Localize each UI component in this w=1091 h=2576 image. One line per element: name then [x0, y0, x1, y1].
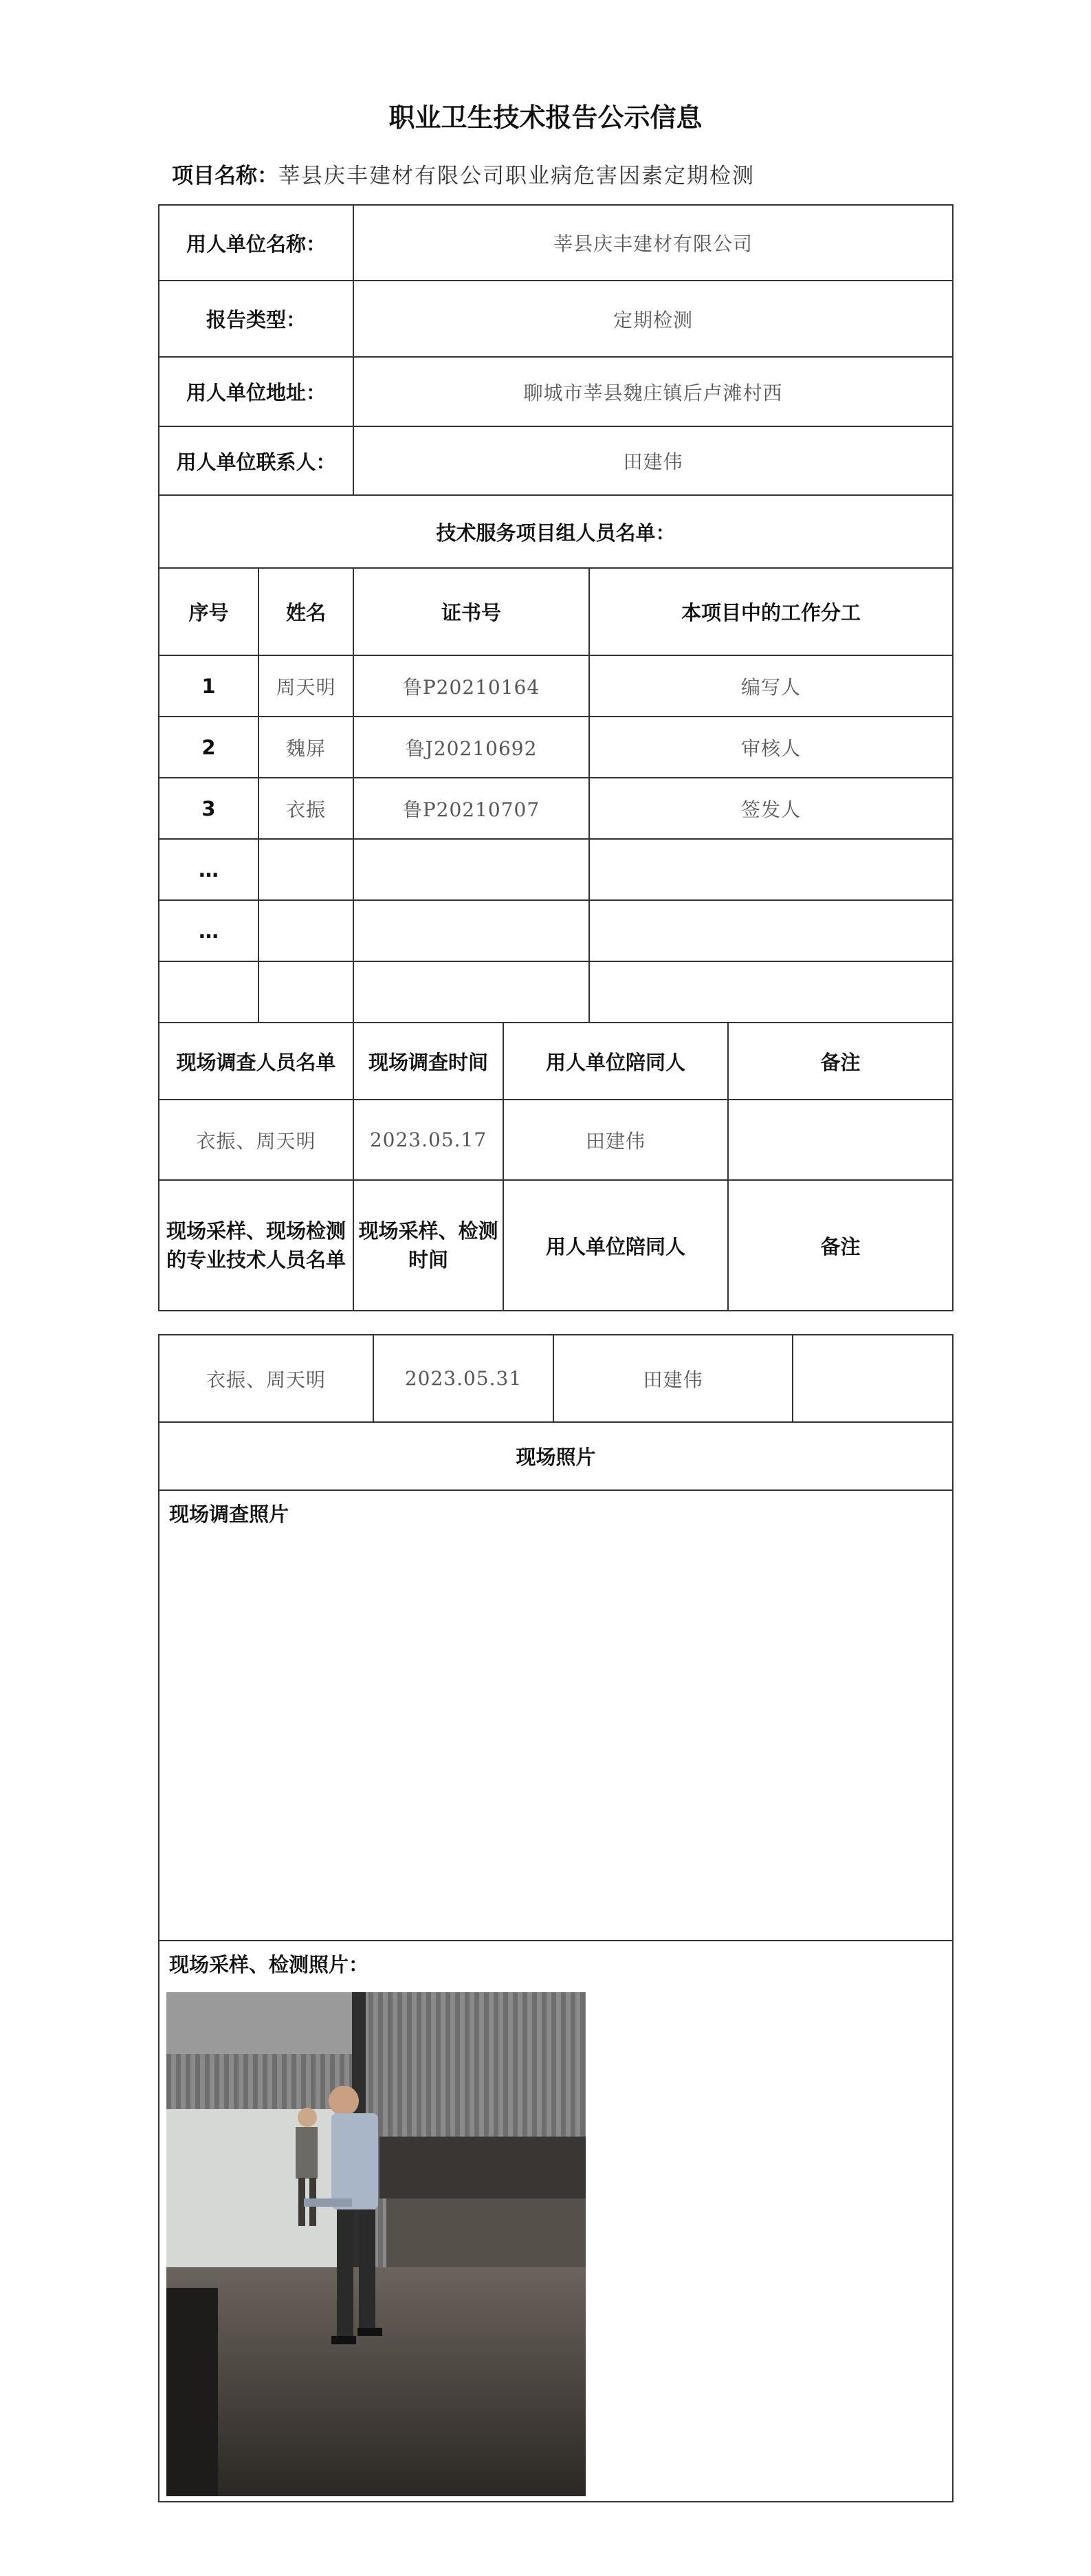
team-role: 编写人	[589, 655, 953, 717]
team-no: 3	[159, 778, 258, 839]
survey-time: 2023.05.17	[353, 1100, 503, 1180]
team-name: 魏屏	[258, 717, 353, 778]
info-label: 用人单位联系人：	[159, 426, 353, 495]
team-name: 周天明	[258, 655, 353, 717]
team-heading: 技术服务项目组人员名单：	[159, 495, 953, 568]
info-label: 用人单位地址：	[159, 357, 353, 426]
team-cert: 鲁P20210707	[353, 778, 589, 839]
sampling-people: 衣振、周天明	[159, 1335, 373, 1422]
sampling-note	[793, 1335, 953, 1422]
team-col-header: 本项目中的工作分工	[589, 568, 953, 655]
team-no: …	[159, 839, 258, 900]
survey-note	[728, 1100, 953, 1180]
team-cert	[353, 961, 589, 1023]
sampling-photo	[166, 1992, 586, 2496]
sampling-companion: 田建伟	[553, 1335, 793, 1422]
survey-col-header: 现场调查人员名单	[159, 1023, 353, 1100]
sampling-time: 2023.05.31	[373, 1335, 553, 1422]
project-value: 莘县庆丰建材有限公司职业病危害因素定期检测	[278, 164, 755, 188]
team-cert: 鲁J20210692	[353, 717, 589, 778]
sampling-col-header: 备注	[728, 1180, 953, 1311]
team-col-header: 姓名	[258, 568, 353, 655]
survey-companion: 田建伟	[503, 1100, 728, 1180]
info-label: 用人单位名称：	[159, 205, 353, 281]
survey-col-header: 现场调查时间	[353, 1023, 503, 1100]
team-header-row	[159, 568, 953, 655]
team-row	[159, 961, 953, 1023]
info-row	[159, 281, 953, 357]
team-role: 签发人	[589, 778, 953, 839]
info-table	[158, 204, 954, 1311]
sampling-row	[159, 1335, 953, 1422]
info-label: 报告类型：	[159, 281, 353, 357]
sampling-header-row	[159, 1180, 953, 1311]
survey-photo-row	[159, 1490, 953, 1941]
survey-col-header: 备注	[728, 1023, 953, 1100]
survey-header-row	[159, 1023, 953, 1100]
team-role	[589, 961, 953, 1023]
info-row	[159, 357, 953, 426]
survey-photo-label: 现场调查照片	[159, 1490, 953, 1941]
info-row	[159, 426, 953, 495]
team-heading-row	[159, 495, 953, 568]
team-no: …	[159, 900, 258, 961]
team-role: 审核人	[589, 717, 953, 778]
survey-col-header: 用人单位陪同人	[503, 1023, 728, 1100]
team-cert: 鲁P20210164	[353, 655, 589, 717]
survey-row	[159, 1100, 953, 1180]
team-name	[258, 839, 353, 900]
page-title: 职业卫生技术报告公示信息	[388, 102, 703, 133]
team-no: 2	[159, 717, 258, 778]
team-cert	[353, 839, 589, 900]
info-value: 聊城市莘县魏庄镇后卢滩村西	[353, 357, 953, 426]
team-role	[589, 839, 953, 900]
info-value: 莘县庆丰建材有限公司	[353, 205, 953, 281]
sampling-photo-label: 现场采样、检测照片：	[159, 1941, 953, 2502]
team-name: 衣振	[258, 778, 353, 839]
photo-heading: 现场照片	[159, 1422, 953, 1490]
team-col-header: 序号	[159, 568, 258, 655]
team-no	[159, 961, 258, 1023]
sampling-col-header: 用人单位陪同人	[503, 1180, 728, 1311]
team-name	[258, 900, 353, 961]
team-cert	[353, 900, 589, 961]
team-row	[159, 778, 953, 839]
project-name-line	[172, 158, 755, 189]
team-no: 1	[159, 655, 258, 717]
sampling-col-header: 现场采样、现场检测的专业技术人员名单	[159, 1180, 353, 1311]
team-row	[159, 839, 953, 900]
info-value: 定期检测	[353, 281, 953, 357]
team-row	[159, 717, 953, 778]
team-row	[159, 655, 953, 717]
info-value: 田建伟	[353, 426, 953, 495]
project-label: 项目名称：	[172, 164, 278, 188]
photo-heading-row	[159, 1422, 953, 1490]
survey-people: 衣振、周天明	[159, 1100, 353, 1180]
team-row	[159, 900, 953, 961]
team-col-header: 证书号	[353, 568, 589, 655]
sampling-col-header: 现场采样、检测时间	[353, 1180, 503, 1311]
info-row	[159, 205, 953, 281]
team-role	[589, 900, 953, 961]
team-name	[258, 961, 353, 1023]
